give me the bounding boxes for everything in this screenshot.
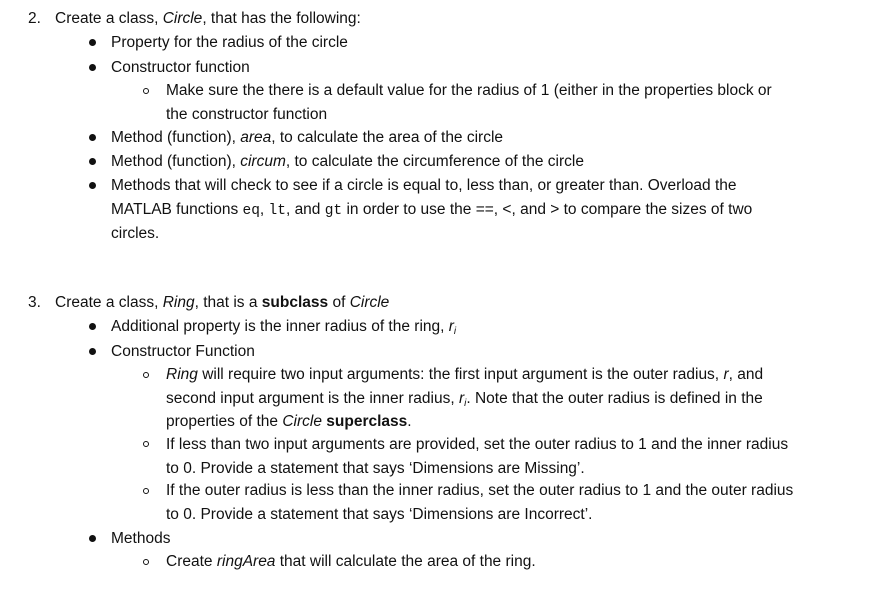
incorrect-dimensions-line-1: If the outer radius is less than the inner radius, set the outer radius to 1 and the outer radius (166, 482, 794, 499)
section-3-intro: Create a class, Ring, that is a subclass of Circle (55, 294, 390, 311)
radius-property-item: Property for the radius of the circle (111, 34, 348, 51)
section-3-number: 3. (28, 294, 41, 311)
ring-constructor-item: Constructor Function (111, 343, 255, 360)
circum-method-item: Method (function), circum, to calculate the circumference of the circle (111, 153, 584, 170)
missing-dimensions-line-2: to 0. Provide a statement that says ‘Dimensions are Missing’. (166, 460, 585, 477)
bullet-icon (89, 182, 96, 189)
sub-bullet-icon (143, 88, 149, 94)
ring-methods-item: Methods (111, 530, 171, 547)
bullet-icon (89, 535, 96, 542)
ring-area-item: Create ringArea that will calculate the area of the ring. (166, 553, 536, 570)
section-2-number: 2. (28, 10, 41, 27)
default-radius-line-2: the constructor function (166, 106, 328, 123)
area-method-item: Method (function), area, to calculate the area of the circle (111, 129, 504, 146)
sub-bullet-icon (143, 441, 149, 447)
ring-args-line-2: second input argument is the inner radius, $r_i$. Note that the outer radius is defined in the (166, 390, 763, 409)
sub-bullet-icon (143, 559, 149, 565)
default-radius-line-1: Make sure the there is a default value for the radius of 1 (either in the properties block or (166, 82, 772, 99)
bullet-icon (89, 134, 96, 141)
constructor-item: Constructor function (111, 59, 250, 76)
missing-dimensions-line-1: If less than two input arguments are provided, set the outer radius to 1 and the inner radius (166, 436, 789, 453)
comparison-methods-line-2: MATLAB functions eq, lt, and gt in order to use the ==, <, and > to compare the sizes of two (111, 201, 753, 219)
comparison-methods-line-1: Methods that will check to see if a circle is equal to, less than, or greater than. Overload the (111, 177, 737, 194)
bullet-icon (89, 39, 96, 46)
bullet-icon (89, 158, 96, 165)
bullet-icon (89, 323, 96, 330)
ring-args-line-1: Ring will require two input arguments: the first input argument is the outer radius, r, and (166, 366, 764, 383)
inner-radius-property-item: Additional property is the inner radius of the ring, $r_i$ (111, 318, 457, 337)
bullet-icon (89, 64, 96, 71)
sub-bullet-icon (143, 372, 149, 378)
bullet-icon (89, 348, 96, 355)
incorrect-dimensions-line-2: to 0. Provide a statement that says ‘Dimensions are Incorrect’. (166, 506, 593, 523)
comparison-methods-line-3: circles. (111, 225, 160, 242)
sub-bullet-icon (143, 488, 149, 494)
section-2-intro: Create a class, Circle, that has the following: (55, 10, 361, 27)
ring-args-line-3: properties of the Circle superclass. (166, 413, 412, 430)
